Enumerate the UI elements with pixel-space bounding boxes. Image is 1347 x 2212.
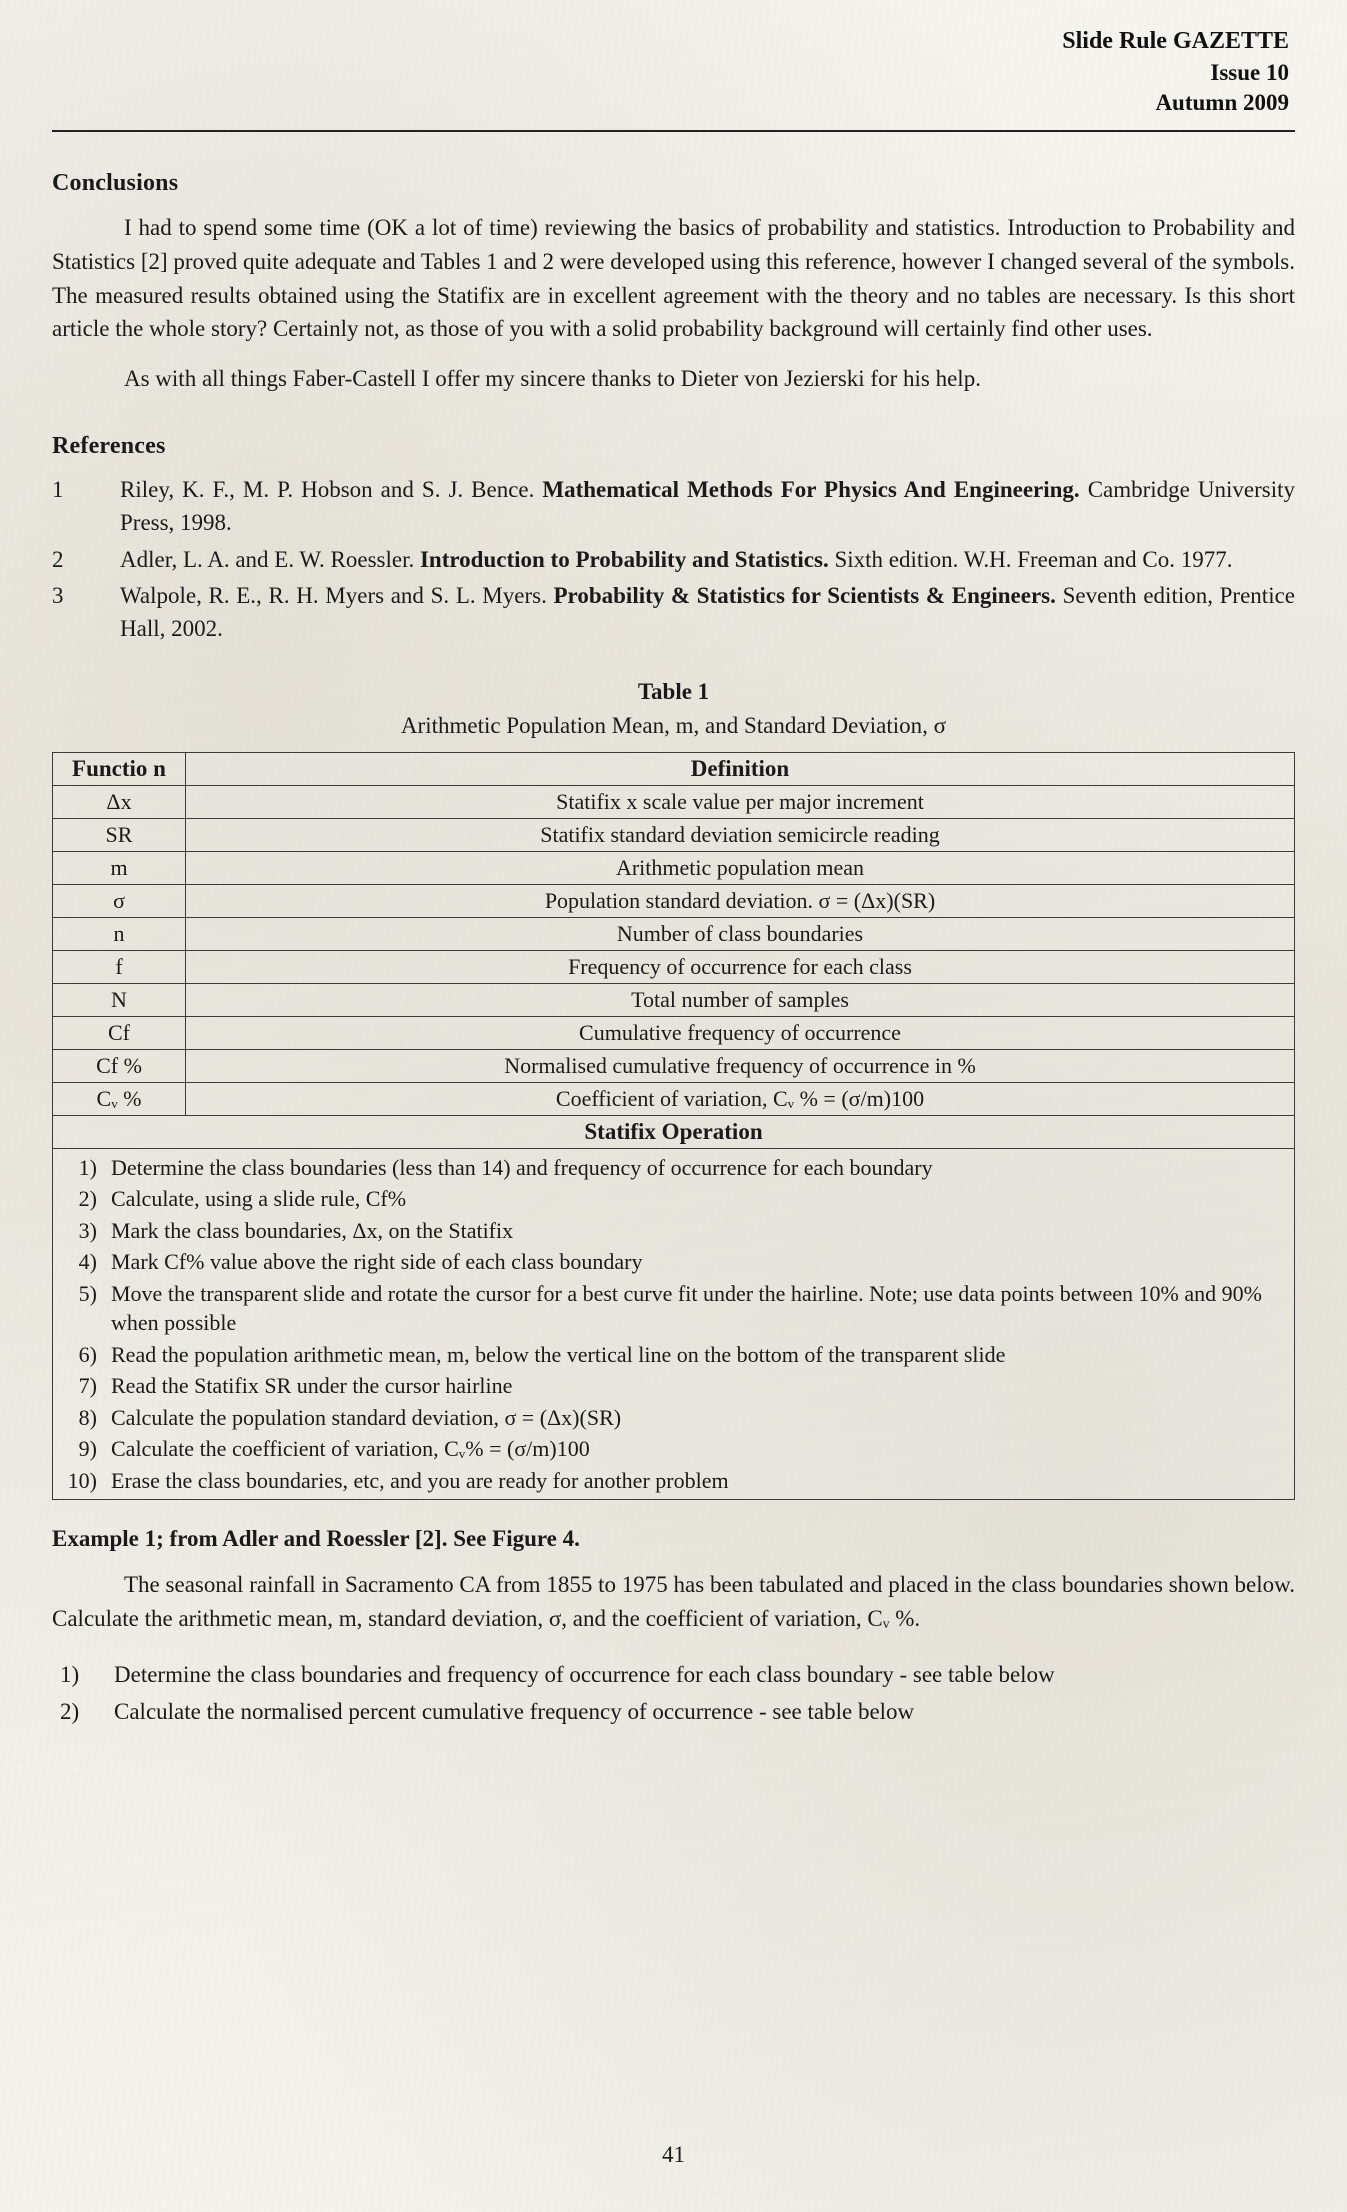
example-step-item — [52, 1657, 1295, 1694]
reference-text — [120, 474, 1295, 539]
reference-item — [52, 474, 1295, 539]
definition-cell: Number of class boundaries — [186, 917, 1295, 950]
reference-text — [120, 580, 1295, 645]
step-number: 5) — [78, 1280, 97, 1306]
definition-cell: Cumulative frequency of occurrence — [186, 1016, 1295, 1049]
references-list — [52, 474, 1295, 645]
column-header-definition: Definition — [186, 752, 1295, 785]
step-text: Mark Cf% value above the right side of each class boundary — [111, 1249, 643, 1275]
step-text: Calculate the population standard deviation, σ = (Δx)(SR) — [111, 1404, 622, 1430]
reference-title: Mathematical Methods For Physics And Engineering. — [542, 477, 1080, 503]
definition-cell: Statifix x scale value per major increment — [186, 785, 1295, 818]
table-row — [53, 1082, 1295, 1115]
step-number: 10) — [67, 1467, 97, 1493]
step-item — [59, 1465, 1288, 1496]
function-cell: SR — [53, 818, 186, 851]
table1-title: Table 1 — [637, 678, 710, 704]
table-row — [53, 851, 1295, 884]
table-row — [53, 818, 1295, 851]
definition-cell: Population standard deviation. σ = (Δx)(SR) — [186, 884, 1295, 917]
definition-cell: Arithmetic population mean — [186, 851, 1295, 884]
definition-cell: Total number of samples — [186, 983, 1295, 1016]
definition-cell: Statifix standard deviation semicircle reading — [186, 818, 1295, 851]
function-cell: Cᵥ % — [53, 1082, 186, 1115]
conclusions-heading: Conclusions — [52, 170, 179, 197]
example-step-text: Determine the class boundaries and frequency of occurrence for each class boundary - see table below — [114, 1662, 1055, 1688]
step-number: 7) — [78, 1373, 97, 1399]
step-text: Read the population arithmetic mean, m, below the vertical line on the bottom of the transparent slide — [111, 1341, 1006, 1367]
function-cell: f — [53, 950, 186, 983]
function-cell: Cf — [53, 1016, 186, 1049]
references-heading: References — [52, 433, 166, 460]
reference-title: Probability & Statistics for Scientists & Engineers. — [553, 583, 1056, 609]
step-item — [59, 1183, 1288, 1214]
reference-item — [52, 580, 1295, 645]
reference-publisher: Cambridge University Press, 1998. — [120, 477, 1295, 535]
page-number: 41 — [662, 2142, 685, 2167]
table-row — [53, 1016, 1295, 1049]
step-number: 8) — [78, 1404, 97, 1430]
statifix-steps-cell — [53, 1148, 1295, 1499]
step-text: Mark the class boundaries, Δx, on the Statifix — [111, 1217, 514, 1243]
reference-authors: Walpole, R. E., R. H. Myers and S. L. Myers. — [120, 583, 554, 609]
table-row — [53, 1049, 1295, 1082]
step-item — [59, 1433, 1288, 1464]
header-divider — [52, 130, 1295, 132]
reference-number: 1 — [52, 477, 64, 503]
step-number: 2) — [78, 1186, 97, 1212]
step-text: Determine the class boundaries (less than 14) and frequency of occurrence for each boundary — [111, 1154, 933, 1180]
table-row — [53, 950, 1295, 983]
column-header-function: Functio n — [53, 752, 186, 785]
step-text: Move the transparent slide and rotate the cursor for a best curve fit under the hairline. Note; use data points between 10% and 90% when possible — [111, 1280, 1262, 1336]
step-number: 1) — [78, 1154, 97, 1180]
table-row — [53, 785, 1295, 818]
example-paragraph: The seasonal rainfall in Sacramento CA from 1855 to 1975 has been tabulated and placed in the class boundaries shown below. Calculate the arithmetic mean, m, standard deviation, σ, and the coefficient of variation, Cᵥ %. — [52, 1572, 1295, 1631]
reference-number: 2 — [52, 546, 64, 572]
issue-label: Issue 10 — [1210, 59, 1289, 85]
table-row — [53, 983, 1295, 1016]
step-text: Calculate the coefficient of variation, Cᵥ% = (σ/m)100 — [111, 1436, 590, 1462]
function-cell: n — [53, 917, 186, 950]
definition-cell: Coefficient of variation, Cᵥ % = (σ/m)100 — [186, 1082, 1295, 1115]
reference-number: 3 — [52, 583, 64, 609]
step-number: 4) — [78, 1249, 97, 1275]
example-step-text: Calculate the normalised percent cumulative frequency of occurrence - see table below — [114, 1698, 915, 1724]
step-number: 9) — [78, 1436, 97, 1462]
example-step-item — [52, 1694, 1295, 1731]
step-item — [59, 1339, 1288, 1370]
table-operation-header-row — [53, 1115, 1295, 1148]
definition-cell: Frequency of occurrence for each class — [186, 950, 1295, 983]
definition-cell: Normalised cumulative frequency of occurrence in % — [186, 1049, 1295, 1082]
example-step-number: 2) — [60, 1698, 80, 1724]
table1-caption — [52, 676, 1295, 742]
reference-publisher: Sixth edition. W.H. Freeman and Co. 1977. — [828, 546, 1233, 572]
step-text: Calculate, using a slide rule, Cf% — [111, 1186, 407, 1212]
example-step-number: 1) — [60, 1662, 80, 1688]
reference-authors: Riley, K. F., M. P. Hobson and S. J. Bence. — [120, 477, 543, 503]
function-cell: Cf % — [53, 1049, 186, 1082]
step-item — [59, 1246, 1288, 1277]
step-item — [59, 1215, 1288, 1246]
table-row — [53, 917, 1295, 950]
step-number: 3) — [78, 1217, 97, 1243]
reference-title: Introduction to Probability and Statistics. — [419, 546, 829, 572]
function-cell: m — [53, 851, 186, 884]
statifix-steps-list — [59, 1152, 1288, 1496]
function-cell: Δx — [53, 785, 186, 818]
step-text: Read the Statifix SR under the cursor hairline — [111, 1373, 513, 1399]
page-header — [52, 0, 1295, 118]
reference-publisher: Seventh edition, Prentice Hall, 2002. — [120, 583, 1296, 641]
step-item — [59, 1370, 1288, 1401]
reference-authors: Adler, L. A. and E. W. Roessler. — [120, 546, 420, 572]
table1 — [52, 752, 1295, 1500]
table1-subtitle: Arithmetic Population Mean, m, and Standard Deviation, σ — [400, 712, 947, 738]
table-steps-row — [53, 1148, 1295, 1499]
step-text: Erase the class boundaries, etc, and you are ready for another problem — [111, 1467, 729, 1493]
conclusions-paragraph-2: As with all things Faber-Castell I offer my sincere thanks to Dieter von Jezierski for his help. — [124, 365, 981, 391]
table-header-row — [53, 752, 1295, 785]
example-heading: Example 1; from Adler and Roessler [2]. See Figure 4. — [52, 1526, 580, 1552]
conclusions-paragraph-1: I had to spend some time (OK a lot of time) reviewing the basics of probability and statistics. Introduction to Probability and Statistics [2] proved quite adequate and Tables 1 and 2 were developed using this reference, however I changed several of the symbols. The measured results obtained using the Statifix are in excellent agreement with the theory and no tables are necessary. Is this short article the whole story? Certainly not, as those of you with a solid probability background will certainly find other uses. — [52, 215, 1295, 342]
step-number: 6) — [78, 1341, 97, 1367]
function-cell: σ — [53, 884, 186, 917]
gazette-title: Slide Rule GAZETTE — [1062, 28, 1289, 54]
example-steps-list — [52, 1657, 1295, 1730]
reference-item — [52, 544, 1295, 577]
table-row — [53, 884, 1295, 917]
step-item — [59, 1402, 1288, 1433]
function-cell: N — [53, 983, 186, 1016]
step-item — [59, 1278, 1288, 1339]
date-label: Autumn 2009 — [1155, 90, 1289, 116]
step-item — [59, 1152, 1288, 1183]
reference-text — [120, 544, 1295, 577]
statifix-operation-header: Statifix Operation — [53, 1115, 1295, 1148]
